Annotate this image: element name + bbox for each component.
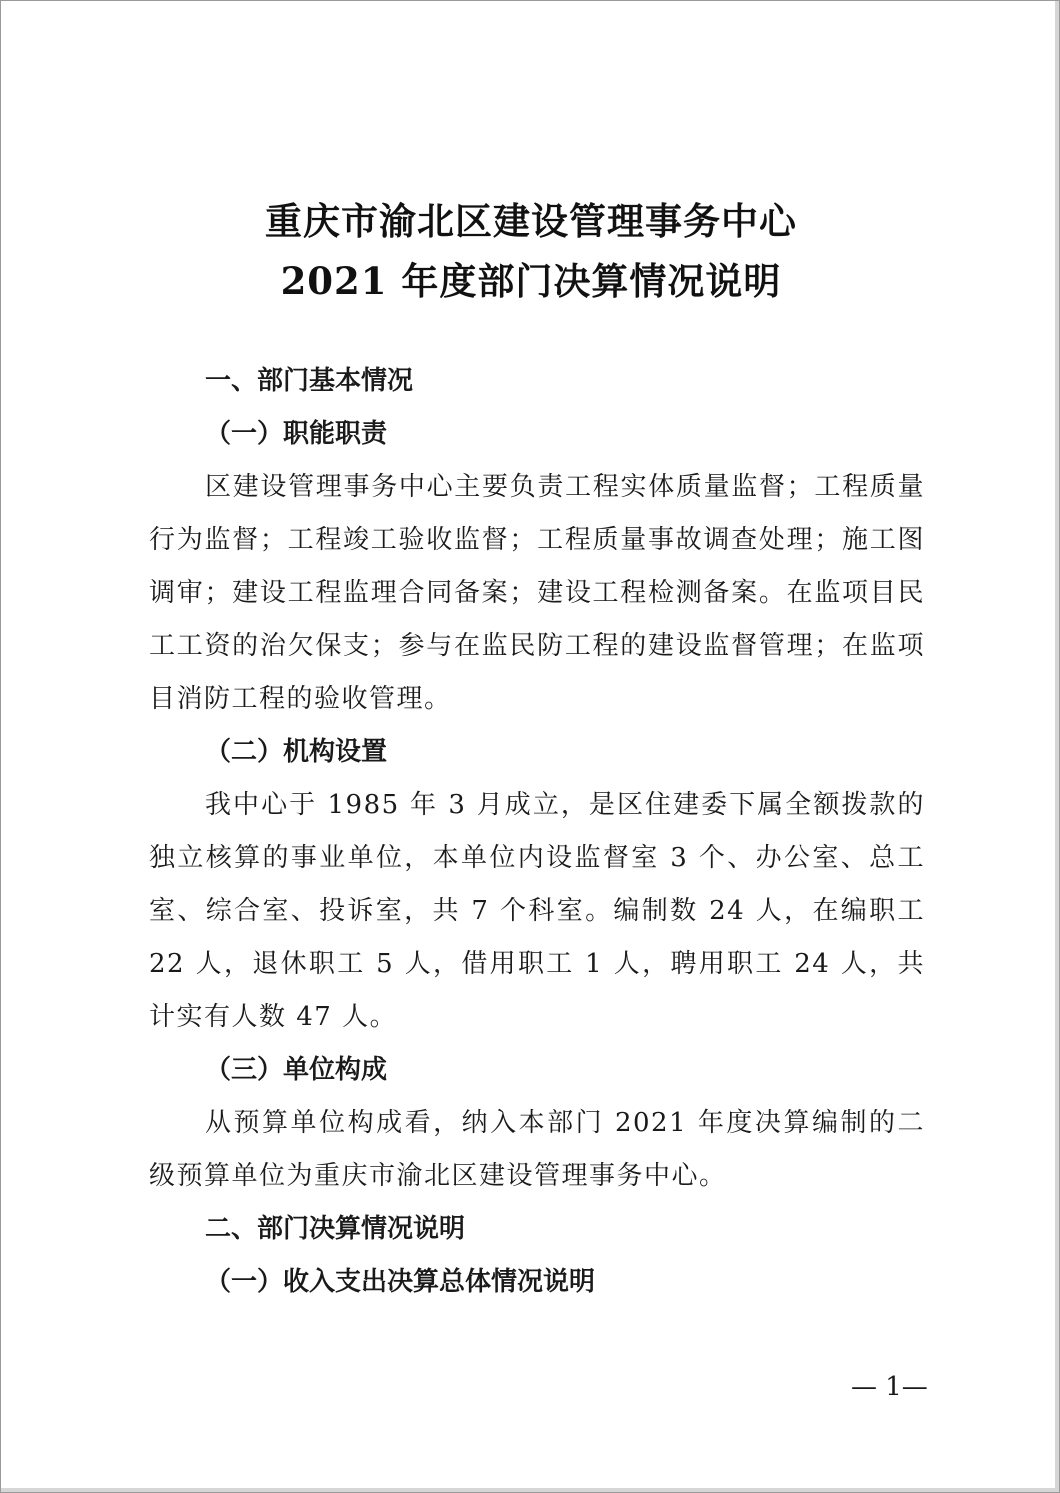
subsection-heading-income-expense: （一）收入支出决算总体情况说明 <box>205 1267 596 1297</box>
title-line-1: 重庆市渝北区建设管理事务中心 <box>265 199 797 243</box>
title-line-2: 2021 年度部门决算情况说明 <box>280 259 782 303</box>
section-heading-basic-info: 一、部门基本情况 <box>205 366 414 396</box>
document-body <box>149 355 925 1309</box>
subsection-heading-functions: （一）职能职责 <box>205 419 388 449</box>
paragraph-functions: 区建设管理事务中心主要负责工程实体质量监督；工程质量行为监督；工程竣工验收监督；工程质量事故调查处理；施工图调审；建设工程监理合同备案；建设工程检测备案。在监项目民工工资的治欠保支；参与在监民防工程的建设监督管理；在监项目消防工程的验收管理。 <box>149 472 925 714</box>
paragraph-unit-composition: 从预算单位构成看，纳入本部门 2021 年度决算编制的二级预算单位为重庆市渝北区建设管理事务中心。 <box>149 1108 925 1191</box>
paragraph-organization: 我中心于 1985 年 3 月成立，是区住建委下属全额拨款的独立核算的事业单位，本单位内设监督室 3 个、办公室、总工室、综合室、投诉室，共 7 个科室。编制数 24 人，在编职工 22 人，退休职工 5 人，借用职工 1 人，聘用职工 24 人，共计实有人数 47 人。 <box>149 790 925 1032</box>
section-heading-final-accounts: 二、部门决算情况说明 <box>205 1214 466 1244</box>
subsection-heading-organization: （二）机构设置 <box>205 737 388 767</box>
document-title <box>1 191 1060 311</box>
page-number: — 1— <box>851 1372 928 1402</box>
subsection-heading-unit-composition: （三）单位构成 <box>205 1055 388 1085</box>
